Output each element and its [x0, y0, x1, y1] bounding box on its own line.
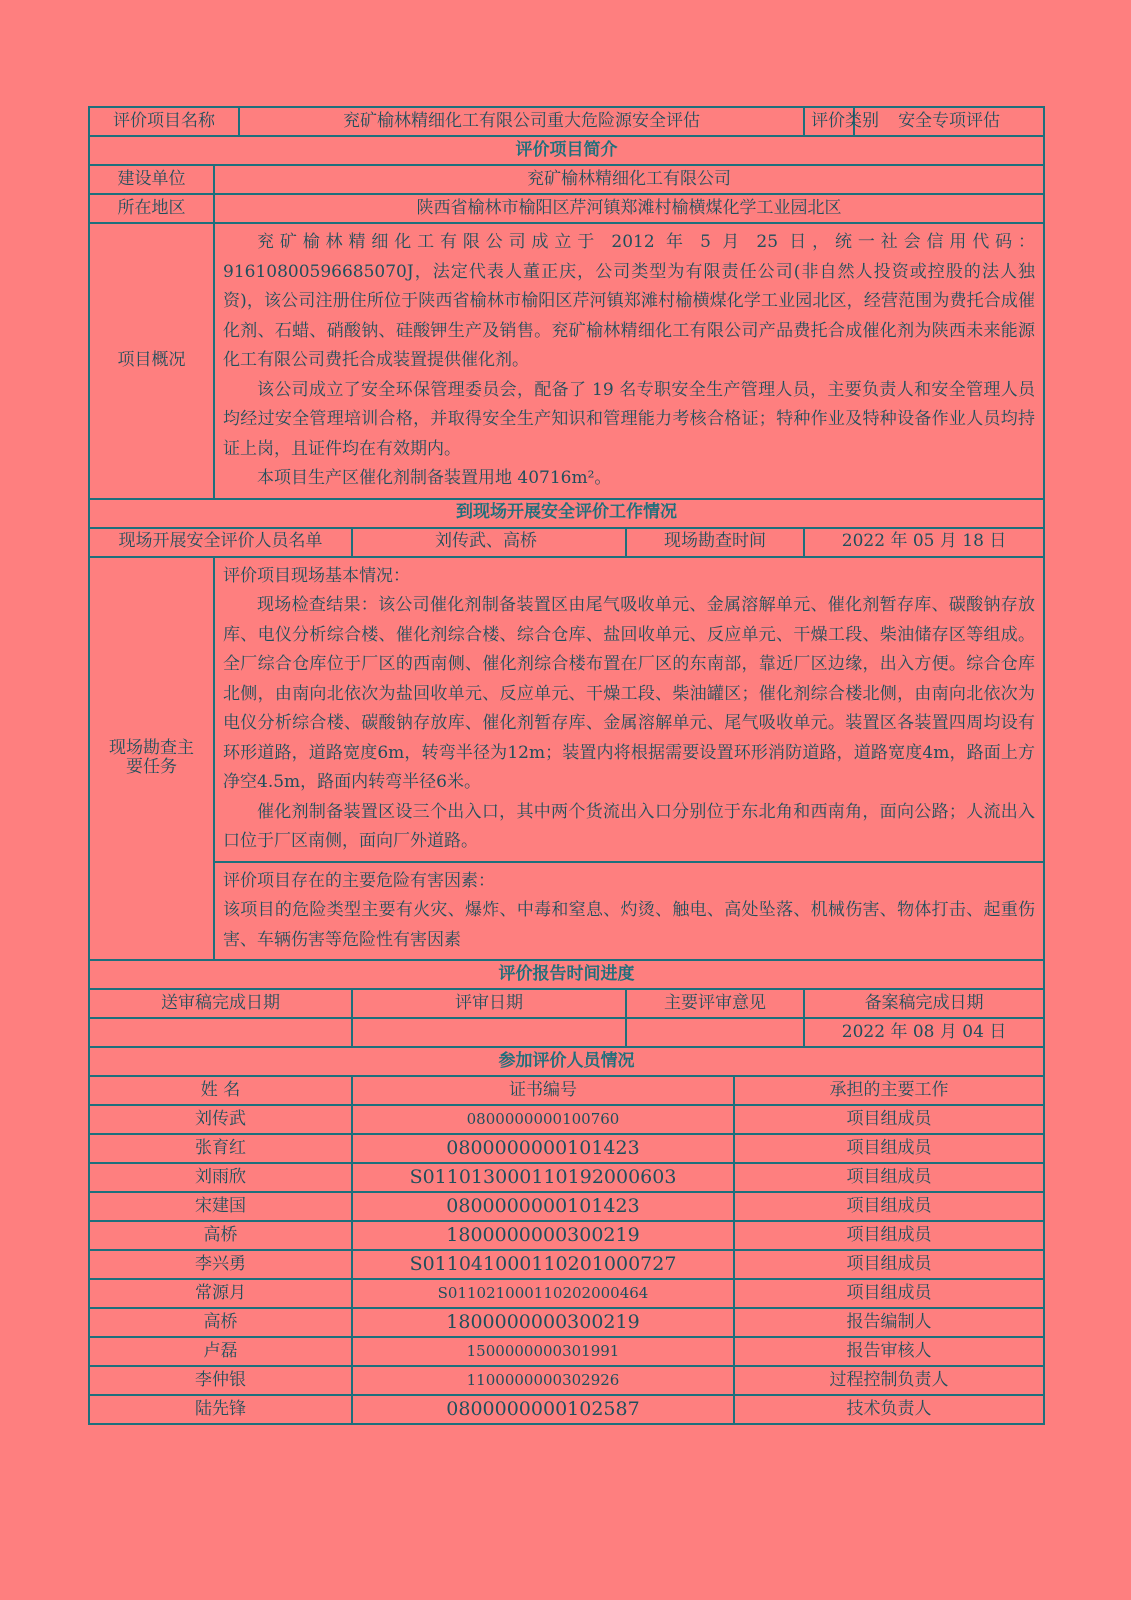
person-name: 高桥	[89, 1308, 352, 1337]
evaluation-type-label: 评价类别	[804, 107, 854, 136]
schedule-value-opinion	[626, 1018, 804, 1047]
person-cert: 0800000000100760	[352, 1105, 734, 1134]
site-basic-heading: 评价项目现场基本情况：	[223, 565, 410, 586]
person-role: 项目组成员	[734, 1221, 1044, 1250]
table-row	[89, 1250, 1044, 1279]
site-section-title: 到现场开展安全评价工作情况	[89, 499, 1044, 528]
person-role: 项目组成员	[734, 1163, 1044, 1192]
schedule-header-opinion: 主要评审意见	[626, 989, 804, 1018]
overview-text	[214, 223, 1044, 499]
construction-unit-row	[89, 165, 1044, 194]
person-name: 卢磊	[89, 1337, 352, 1366]
table-row	[89, 1337, 1044, 1366]
evaluation-type-value: 安全专项评估	[854, 107, 1044, 136]
table-row	[89, 1163, 1044, 1192]
site-basic-text	[214, 557, 1044, 862]
table-row	[89, 1221, 1044, 1250]
person-name: 李仲银	[89, 1366, 352, 1395]
region-value: 陕西省榆林市榆阳区芹河镇郑滩村榆横煤化学工业园北区	[214, 194, 1044, 223]
person-cert: 0800000000101423	[352, 1134, 734, 1163]
person-cert: 0800000000101423	[352, 1192, 734, 1221]
schedule-header-draft: 送审稿完成日期	[89, 989, 352, 1018]
overview-row	[89, 223, 1044, 499]
site-hazard-row	[89, 862, 1044, 961]
region-label: 所在地区	[89, 194, 214, 223]
overview-label: 项目概况	[89, 223, 214, 499]
person-cert: 1500000000301991	[352, 1337, 734, 1366]
person-name: 张育红	[89, 1134, 352, 1163]
overview-paragraph-3: 本项目生产区催化剂制备装置用地 40716m²。	[257, 468, 612, 488]
person-cert: S011021000110202000464	[352, 1279, 734, 1308]
site-staff-row	[89, 528, 1044, 557]
person-role: 技术负责人	[734, 1395, 1044, 1424]
construction-unit-label: 建设单位	[89, 165, 214, 194]
schedule-header-row	[89, 989, 1044, 1018]
schedule-value-draft	[89, 1018, 352, 1047]
personnel-section-title: 参加评价人员情况	[89, 1047, 1044, 1076]
site-time-label: 现场勘查时间	[626, 528, 804, 557]
schedule-header-filing: 备案稿完成日期	[804, 989, 1044, 1018]
schedule-header-review: 评审日期	[352, 989, 626, 1018]
table-row	[89, 1308, 1044, 1337]
person-cert: S011041000110201000727	[352, 1250, 734, 1279]
overview-paragraph-2: 该公司成立了安全环保管理委员会，配备了 19 名专职安全生产管理人员，主要负责人和安全管理人员均经过安全管理培训合格，并取得安全生产知识和管理能力考核合格证；特种作业及特种设备作业人员均持证上岗，且证件均在有效期内。	[223, 379, 1036, 459]
personnel-header-role: 承担的主要工作	[734, 1076, 1044, 1105]
evaluation-form-table	[88, 106, 1045, 1425]
table-row	[89, 1395, 1044, 1424]
person-name: 李兴勇	[89, 1250, 352, 1279]
schedule-value-row	[89, 1018, 1044, 1047]
site-time-value: 2022 年 05 月 18 日	[804, 528, 1044, 557]
person-cert: 1100000000302926	[352, 1366, 734, 1395]
site-task-label: 现场勘查主要任务	[89, 557, 214, 961]
site-hazard-body: 该项目的危险类型主要有火灾、爆炸、中毒和窒息、灼烫、触电、高处坠落、机械伤害、物体打击、起重伤害、车辆伤害等危险性有害因素	[223, 900, 1036, 950]
schedule-value-review	[352, 1018, 626, 1047]
construction-unit-value: 兖矿榆林精细化工有限公司	[214, 165, 1044, 194]
table-row	[89, 1366, 1044, 1395]
site-hazard-text	[214, 862, 1044, 961]
person-role: 报告编制人	[734, 1308, 1044, 1337]
person-role: 报告审核人	[734, 1337, 1044, 1366]
site-staff-value: 刘传武、高桥	[352, 528, 626, 557]
person-name: 刘雨欣	[89, 1163, 352, 1192]
schedule-value-filing: 2022 年 08 月 04 日	[804, 1018, 1044, 1047]
person-cert: 1800000000300219	[352, 1221, 734, 1250]
personnel-header-row	[89, 1076, 1044, 1105]
project-name-label: 评价项目名称	[89, 107, 239, 136]
person-role: 项目组成员	[734, 1279, 1044, 1308]
site-basic-paragraph-1: 现场检查结果：该公司催化剂制备装置区由尾气吸收单元、金属溶解单元、催化剂暂存库、碳酸钠存放库、电仪分析综合楼、催化剂综合楼、综合仓库、盐回收单元、反应单元、干燥工段、柴油储存区等组成。全厂综合仓库位于厂区的西南侧、催化剂综合楼布置在厂区的东南部，靠近厂区边缘，出入方便。综合仓库北侧，由南向北依次为盐回收单元、反应单元、干燥工段、柴油罐区；催化剂综合楼北侧，由南向北依次为电仪分析综合楼、碳酸钠存放库、催化剂暂存库、金属溶解单元、尾气吸收单元。装置区各装置四周均设有环形道路，道路宽度6m，转弯半径为12m；装置内将根据需要设置环形消防道路，道路宽度4m，路面上方净空4.5m，路面内转弯半径6米。	[223, 595, 1036, 792]
overview-paragraph-1: 兖矿榆林精细化工有限公司成立于 2012 年 5 月 25 日，统一社会信用代码：91610800596685070J，法定代表人董正庆，公司类型为有限责任公司(非自然人投资或控股的法人独资)，该公司注册住所位于陕西省榆林市榆阳区芹河镇郑滩村榆横煤化学工业园北区，经营范围为费托合成催化剂、石蜡、硝酸钠、硅酸钾生产及销售。兖矿榆林精细化工有限公司产品费托合成催化剂为陕西未来能源化工有限公司费托合成装置提供催化剂。	[223, 232, 1036, 370]
personnel-header-cert: 证书编号	[352, 1076, 734, 1105]
person-role: 项目组成员	[734, 1250, 1044, 1279]
person-role: 过程控制负责人	[734, 1366, 1044, 1395]
region-row	[89, 194, 1044, 223]
person-name: 刘传武	[89, 1105, 352, 1134]
person-name: 常源月	[89, 1279, 352, 1308]
person-cert: 1800000000300219	[352, 1308, 734, 1337]
person-role: 项目组成员	[734, 1105, 1044, 1134]
person-cert: 0800000000102587	[352, 1395, 734, 1424]
person-name: 宋建国	[89, 1192, 352, 1221]
site-staff-label: 现场开展安全评价人员名单	[89, 528, 352, 557]
table-row	[89, 1134, 1044, 1163]
person-role: 项目组成员	[734, 1192, 1044, 1221]
table-row	[89, 1192, 1044, 1221]
person-role: 项目组成员	[734, 1134, 1044, 1163]
person-name: 陆先锋	[89, 1395, 352, 1424]
intro-section-title: 评价项目简介	[89, 136, 1044, 165]
person-name: 高桥	[89, 1221, 352, 1250]
project-name-value: 兖矿榆林精细化工有限公司重大危险源安全评估	[239, 107, 804, 136]
site-task-row	[89, 557, 1044, 862]
person-cert: S011013000110192000603	[352, 1163, 734, 1192]
table-row	[89, 1105, 1044, 1134]
site-basic-paragraph-2: 催化剂制备装置区设三个出入口，其中两个货流出入口分别位于东北角和西南角，面向公路；人流出入口位于厂区南侧，面向厂外道路。	[223, 801, 1036, 851]
schedule-section-title: 评价报告时间进度	[89, 960, 1044, 989]
table-row	[89, 1279, 1044, 1308]
project-name-row	[89, 107, 1044, 136]
personnel-header-name: 姓 名	[89, 1076, 352, 1105]
site-hazard-heading: 评价项目存在的主要危险有害因素：	[223, 870, 495, 891]
